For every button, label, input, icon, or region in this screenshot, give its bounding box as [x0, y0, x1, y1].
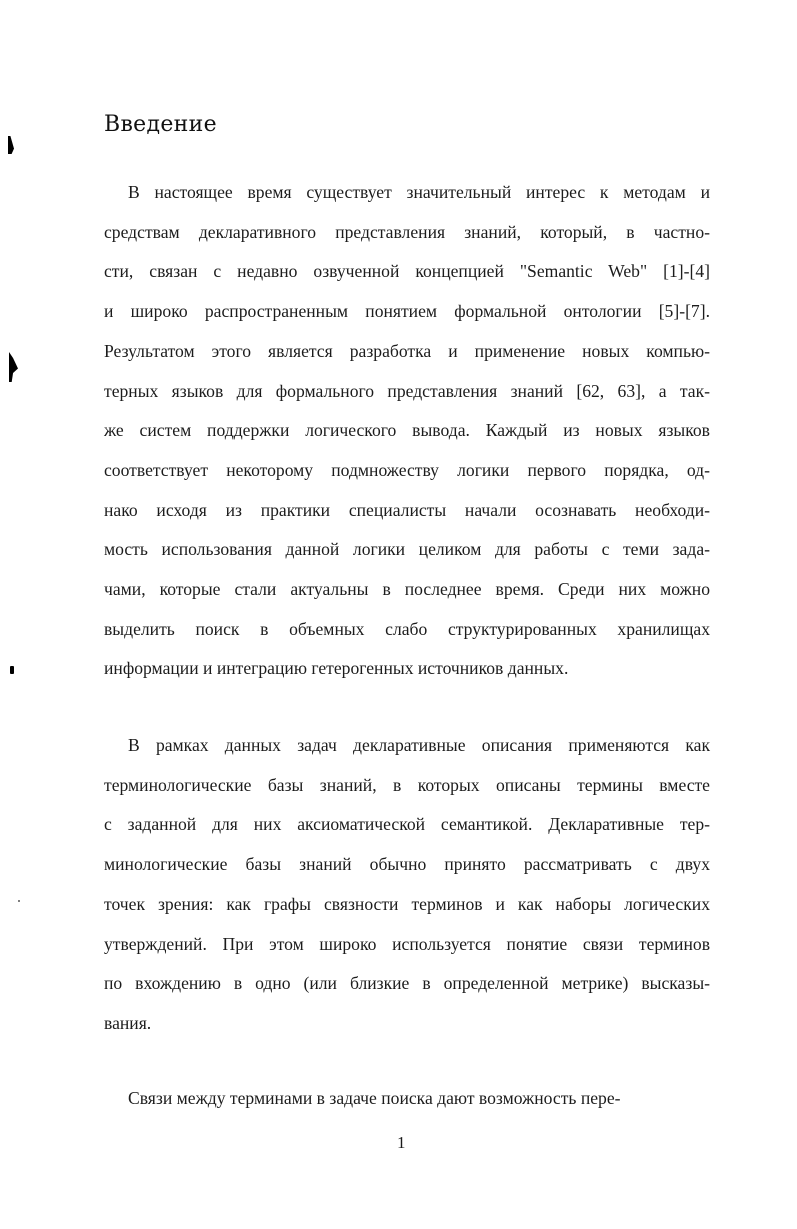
paragraph-terminology — [104, 726, 710, 1044]
text-line: нако исходя из практики специалисты начали осознавать необходи- — [104, 499, 710, 520]
text-line: выделить поиск в объемных слабо структурированных хранилищах — [104, 618, 710, 639]
section-heading: Введение — [104, 112, 217, 137]
text-line: с заданной для них аксиоматической семантикой. Декларативные тер- — [104, 814, 710, 835]
text-line: минологические базы знаний обычно принято рассматривать с двух — [104, 854, 710, 875]
text-line: соответствует некоторому подмножеству логики первого порядка, од- — [104, 459, 710, 480]
text-line: утверждений. При этом широко используется понятие связи терминов — [104, 933, 710, 954]
text-line: чами, которые стали актуальны в последнее время. Среди них можно — [104, 579, 710, 600]
text-line: же систем поддержки логического вывода. Каждый из новых языков — [104, 420, 710, 441]
margin-scan-mark — [18, 900, 20, 902]
margin-scan-mark — [10, 666, 14, 674]
text-line: терминологические базы знаний, в которых описаны термины вместе — [104, 774, 710, 795]
text-line: и широко распространенным понятием формальной онтологии [5]-[7]. — [104, 301, 710, 322]
text-line: средствам декларативного представления знаний, который, в частно- — [104, 221, 710, 242]
text-line: сти, связан с недавно озвученной концепцией "Semantic Web" [1]-[4] — [104, 261, 710, 282]
margin-scan-mark — [9, 352, 18, 382]
text-line: В настоящее время существует значительный интерес к методам и — [128, 182, 710, 202]
paragraph-links — [104, 1079, 710, 1119]
text-line: В рамках данных задач декларативные описания применяются как — [128, 735, 710, 755]
text-line: информации и интеграцию гетерогенных источников данных. — [104, 658, 569, 679]
paragraph-introduction — [104, 173, 710, 689]
text-line: точек зрения: как графы связности терминов и как наборы логических — [104, 893, 710, 914]
margin-scan-mark — [8, 136, 14, 154]
text-line: по вхождению в одно (или близкие в определенной метрике) высказы- — [104, 973, 710, 994]
text-line: Связи между терминами в задаче поиска дают возможность пере- — [128, 1088, 621, 1108]
text-line: Результатом этого является разработка и применение новых компью- — [104, 340, 710, 361]
page-number: 1 — [397, 1133, 406, 1152]
text-line: вания. — [104, 1012, 152, 1033]
text-line: терных языков для формального представления знаний [62, 63], а так- — [104, 380, 710, 401]
text-line: мость использования данной логики целиком для работы с теми зада- — [104, 539, 710, 560]
